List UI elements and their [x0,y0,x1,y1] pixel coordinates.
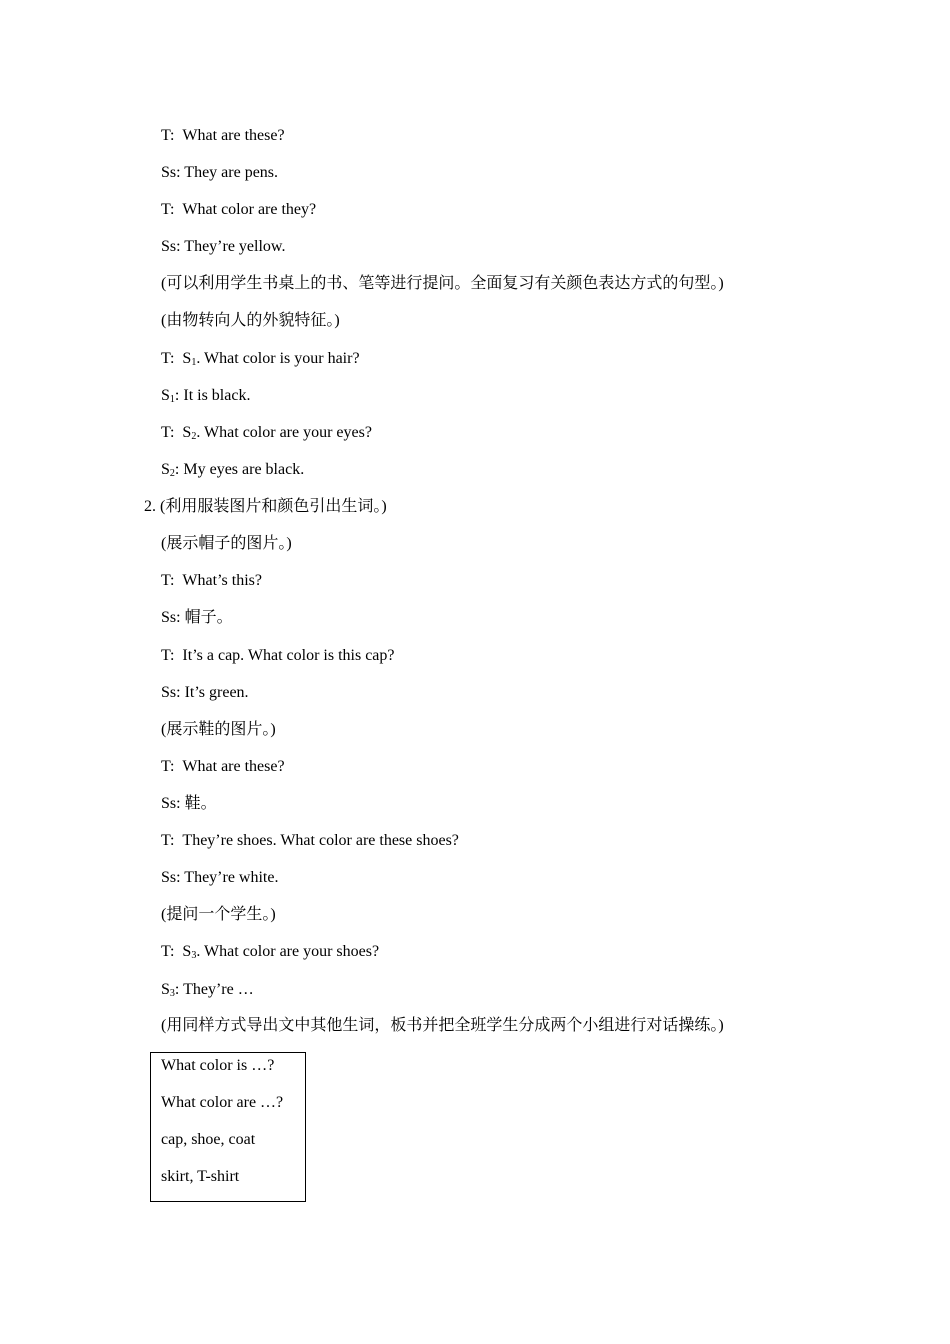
dialogue-line-9 [161,570,262,592]
student-ref: S [182,943,192,960]
note-text: (提问一个学生。) [161,906,276,923]
speaker-label: T: [161,127,175,144]
line-text: They’re … [183,981,254,998]
line-text: 帽子。 [184,609,233,626]
student-index: 2 [191,431,197,442]
dialogue-line-1 [161,125,285,147]
dialogue-line-17 [161,941,379,963]
line-text: What color are they? [182,201,317,218]
line-text: . What color are your shoes? [196,943,380,960]
student-index: 1 [191,357,197,368]
dialogue-line-12 [161,682,249,704]
speaker-label: Ss: [161,684,181,701]
note-text: (利用服装图片和颜色引出生词。) [160,498,387,515]
line-text: It’s green. [184,684,249,701]
dialogue-line-18 [161,979,254,1001]
speaker-label: T: [161,424,175,441]
board-line-1: What color is …? [161,1057,275,1074]
dialogue-line-2 [161,162,278,184]
line-text: What are these? [182,127,285,144]
note-text: (可以利用学生书桌上的书、笔等进行提问。全面复习有关颜色表达方式的句型。) [161,275,724,292]
speaker-colon: : [174,387,180,404]
speaker-label: T: [161,647,175,664]
dialogue-line-10 [161,607,233,629]
dialogue-line-6 [161,385,250,407]
speaker-label: T: [161,350,175,367]
student-ref: S [182,350,192,367]
speaker-label: Ss: [161,609,181,626]
line-text: They’re shoes. What color are these shoes? [182,832,459,849]
dialogue-line-14 [161,793,217,815]
dialogue-line-15 [161,830,459,852]
note-text: (展示鞋的图片。) [161,721,276,738]
line-text: They are pens. [184,164,279,181]
instruction-note-4 [161,719,276,741]
board-line-4: skirt, T-shirt [161,1168,240,1185]
speaker-index: 3 [169,988,175,999]
speaker-label: Ss: [161,795,181,812]
student-ref: S [182,424,192,441]
dialogue-line-11 [161,645,395,667]
speaker-label: S [161,387,170,404]
speaker-label: Ss: [161,164,181,181]
line-text: My eyes are black. [183,461,305,478]
blackboard-summary-box [150,1052,306,1202]
speaker-label: S [161,981,170,998]
speaker-index: 2 [169,468,175,479]
dialogue-line-5 [161,348,360,370]
step-number: 2. [144,498,156,515]
line-text: What’s this? [182,572,262,589]
student-index: 3 [191,950,197,961]
line-text: It is black. [183,387,251,404]
instruction-note-6 [161,1015,724,1037]
speaker-label: T: [161,943,175,960]
line-text: It’s a cap. What color is this cap? [182,647,395,664]
speaker-label: T: [161,832,175,849]
speaker-colon: : [174,461,180,478]
dialogue-line-8 [161,459,304,481]
line-text: . What color are your eyes? [196,424,372,441]
speaker-label: T: [161,201,175,218]
speaker-label: Ss: [161,869,181,886]
instruction-note-5 [161,904,276,926]
line-text: They’re yellow. [184,238,286,255]
dialogue-line-4 [161,236,285,258]
note-text: (展示帽子的图片。) [161,535,292,552]
dialogue-line-7 [161,422,372,444]
board-line-2: What color are …? [161,1094,284,1111]
numbered-step-2 [144,496,387,518]
instruction-note-1 [161,273,724,295]
line-text: What are these? [182,758,285,775]
instruction-note-3 [161,533,292,555]
speaker-colon: : [174,981,180,998]
dialogue-line-16 [161,867,278,889]
note-text: (用同样方式导出文中其他生词，板书并把全班学生分成两个小组进行对话操练。) [161,1017,724,1034]
dialogue-line-13 [161,756,285,778]
instruction-note-2 [161,310,340,332]
line-text: 鞋。 [184,795,217,812]
note-text: (由物转向人的外貌特征。) [161,312,340,329]
line-text: They’re white. [184,869,279,886]
speaker-label: S [161,461,170,478]
speaker-label: Ss: [161,238,181,255]
speaker-label: T: [161,572,175,589]
speaker-index: 1 [169,394,175,405]
speaker-label: T: [161,758,175,775]
line-text: . What color is your hair? [196,350,360,367]
dialogue-line-3 [161,199,316,221]
board-line-3: cap, shoe, coat [161,1131,256,1148]
